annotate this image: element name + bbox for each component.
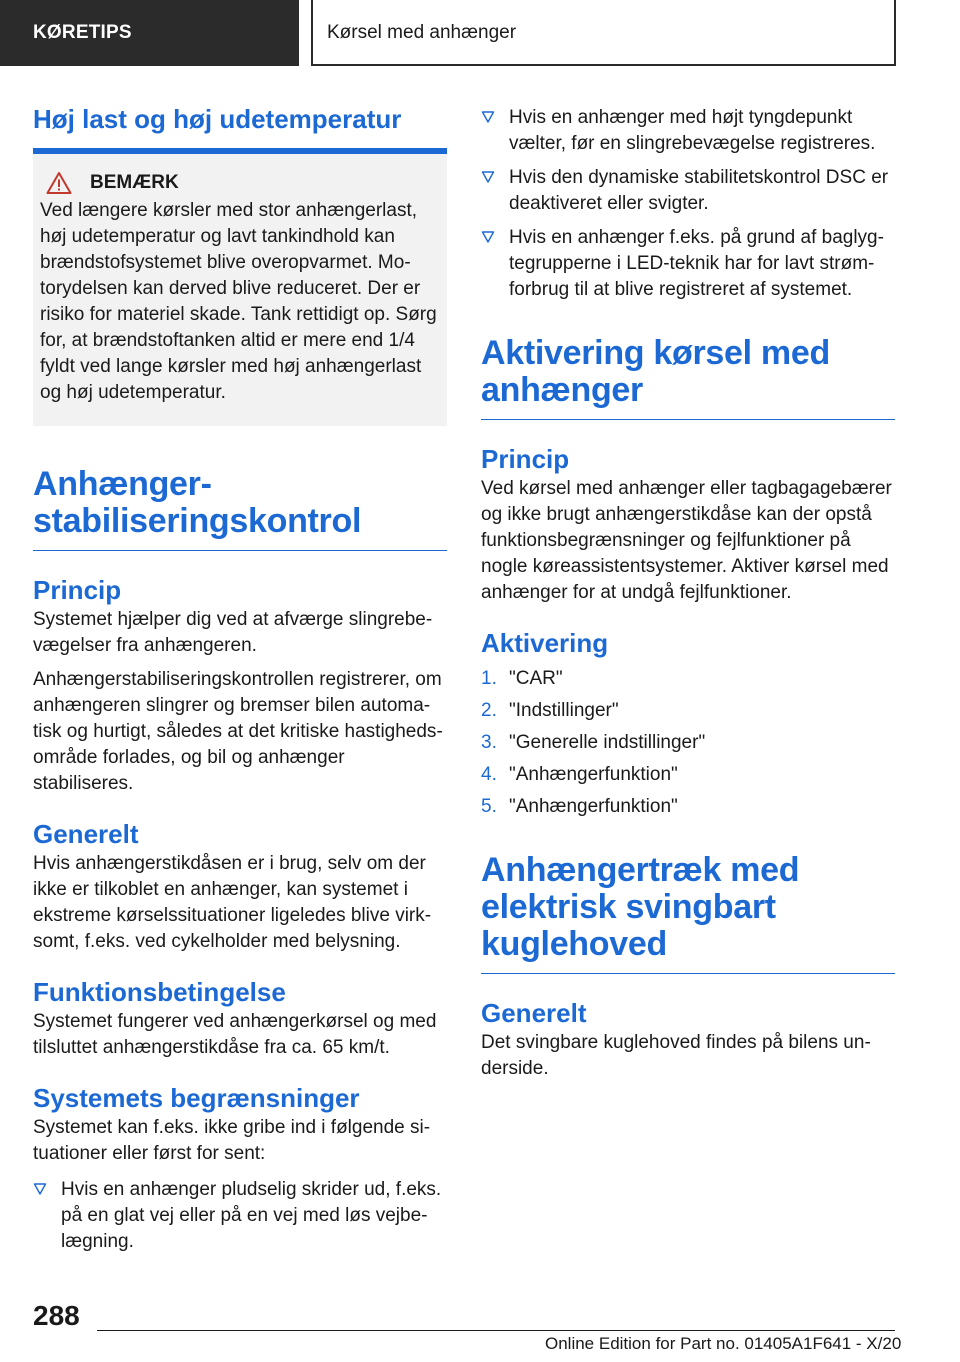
left-column: [33, 100, 447, 1255]
list-item: Hvis den dynamiske stabilitetskontrol DSC er deaktiveret eller svigter.: [481, 165, 895, 217]
step-item: 2. "Indstillinger": [481, 700, 619, 721]
limits-list-continued: [481, 105, 895, 303]
notice-text: Ved længere kørsler med stor anhængerlast, høj udetemperatur og lavt tankindhold kan brændstofsystemet blive overopvarmet. Motorydelsen kan derved blive reduceret. Der er risiko for materiel skade. Tank rettidigt op. Sørg for, at brændstoftanken altid er mere end 1/4 fyldt ved lange kørsler med høj anhængerlast og høj udetemperatur.: [40, 200, 437, 403]
footer-rule: [97, 1330, 895, 1331]
right-column: [481, 105, 895, 1082]
principle-paragraph-1: Systemet hjælper dig ved at afværge slingrebevægelser fra anhængeren.: [33, 609, 433, 656]
topic-title: Kørsel med anhænger: [311, 0, 896, 66]
notice-label: BEMÆRK: [90, 172, 179, 193]
general-title: Generelt: [33, 819, 139, 849]
general-title: Generelt: [481, 998, 587, 1028]
warning-triangle-icon: [46, 171, 72, 195]
principle-title: Princip: [33, 575, 122, 605]
step-item: 1. "CAR": [481, 668, 563, 689]
edition-text: Online Edition for Part no. 01405A1F641 - X/20: [545, 1334, 902, 1353]
heading-high-load: Høj last og høj udetemperatur: [33, 104, 402, 134]
triangle-bullet-icon: [481, 170, 495, 184]
triangle-bullet-icon: [481, 230, 495, 244]
limits-paragraph: Systemet kan f.eks. ikke gribe ind i følgende situationer eller først for sent:: [33, 1117, 431, 1164]
list-item: Hvis en anhænger f.eks. på grund af baglygtegrupperne i LED-teknik har for lavt strømforbrug til at blive registreret af systemet.: [481, 225, 895, 303]
triangle-bullet-icon: [481, 110, 495, 124]
notice-box: [33, 154, 447, 426]
principle-title: Princip: [481, 444, 570, 474]
step-item: 5. "Anhængerfunktion": [481, 796, 678, 817]
principle-paragraph-2: Anhængerstabiliseringskontrollen registrerer, om anhængeren slingrer og bremser bilen automatisk og hurtigt, således at det kritiske hastighedsområde forlades, og bil og anhænger stabiliseres.: [33, 669, 443, 794]
notice-header: [40, 170, 440, 196]
page-header: [0, 0, 960, 66]
step-item: 4. "Anhængerfunktion": [481, 764, 678, 785]
function-title: Funktionsbetingelse: [33, 977, 286, 1007]
list-item: Hvis en anhænger pludselig skrider ud, f.eks. på en glat vej eller på en vej med løs vejbelægning.: [33, 1177, 447, 1255]
page-number: 288: [33, 1300, 80, 1331]
list-item: Hvis en anhænger med højt tyngdepunkt vælter, før en slingrebevægelse registreres.: [481, 105, 895, 157]
function-paragraph: Systemet fungerer ved anhængerkørsel og med tilsluttet anhængerstikdåse fra ca. 65 km/t.: [33, 1011, 437, 1058]
principle-paragraph: Ved kørsel med anhænger eller tagbagagebærer og ikke brugt anhængerstikdåse kan der opstå funktionsbegrænsninger og fejlfunktioner på nogle køreassistentsystemer. Aktiver kørsel med anhænger for at undgå fejlfunktioner.: [481, 478, 892, 603]
heading-hitch: Anhængertræk med elektrisk svingbart kuglehoved: [481, 851, 800, 963]
triangle-bullet-icon: [33, 1182, 47, 1196]
step-item: 3. "Generelle indstillinger": [481, 732, 706, 753]
general-paragraph: Hvis anhængerstikdåsen er i brug, selv om der ikke er tilkoblet en anhænger, kan systemet i ekstreme kørselssituationer ligeledes blive virksomt, f.eks. ved cykelholder med belysning.: [33, 853, 432, 952]
limits-list: [33, 1177, 447, 1255]
activation-title: Aktivering: [481, 628, 609, 658]
activation-steps: [481, 666, 895, 820]
section-tab: KØRETIPS: [0, 0, 299, 66]
heading-tsc: Anhængerstabiliseringskontrol: [33, 465, 362, 540]
limits-title: Systemets begrænsninger: [33, 1083, 360, 1113]
heading-activate: Aktivering kørsel med anhænger: [481, 334, 830, 409]
general-paragraph: Det svingbare kuglehoved findes på bilens underside.: [481, 1032, 871, 1079]
